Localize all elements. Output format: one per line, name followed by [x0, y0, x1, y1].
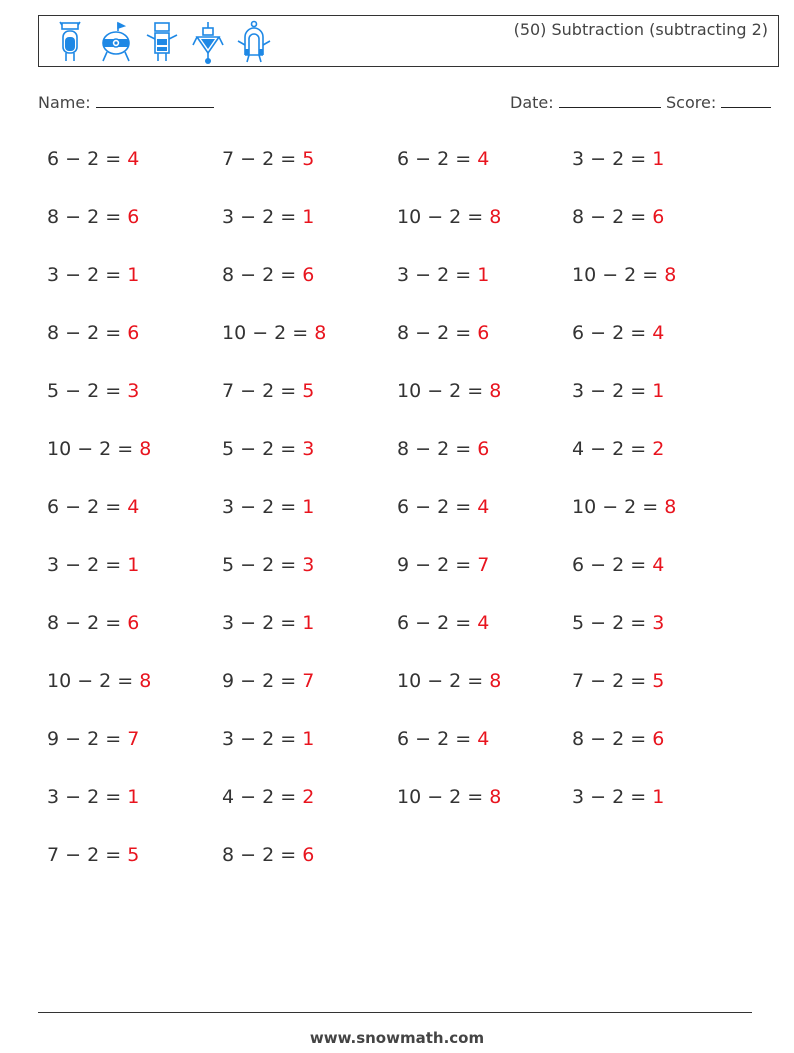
problem-question: 7 − 2 = [222, 148, 303, 170]
problem-question: 6 − 2 = [397, 496, 478, 518]
problem-item [47, 264, 139, 286]
problem-answer: 8 [489, 206, 502, 228]
problem-answer: 7 [302, 670, 315, 692]
problem-question: 3 − 2 = [397, 264, 478, 286]
problem-answer: 4 [652, 554, 665, 576]
problem-question: 8 − 2 = [222, 264, 303, 286]
problem-question: 3 − 2 = [572, 380, 653, 402]
problem-question: 6 − 2 = [572, 322, 653, 344]
problem-question: 5 − 2 = [572, 612, 653, 634]
problem-item [47, 322, 139, 344]
problem-answer: 1 [127, 554, 140, 576]
problem-answer: 3 [302, 554, 315, 576]
problem-item [222, 206, 314, 228]
problem-item [572, 728, 664, 750]
problem-question: 10 − 2 = [572, 264, 665, 286]
problem-question: 10 − 2 = [397, 380, 490, 402]
problem-question: 8 − 2 = [47, 612, 128, 634]
worksheet-header [38, 15, 779, 67]
score-field[interactable] [666, 93, 771, 112]
problem-answer: 4 [127, 148, 140, 170]
problem-item [572, 438, 664, 460]
problem-item [397, 670, 501, 692]
problem-item [222, 612, 314, 634]
problem-question: 8 − 2 = [397, 322, 478, 344]
problem-question: 9 − 2 = [47, 728, 128, 750]
problem-answer: 1 [652, 380, 665, 402]
problem-question: 8 − 2 = [397, 438, 478, 460]
name-label: Name: [38, 93, 91, 112]
problem-answer: 6 [652, 728, 665, 750]
problem-item [47, 844, 139, 866]
date-label: Date: [510, 93, 554, 112]
problem-item [572, 322, 664, 344]
problem-question: 3 − 2 = [222, 612, 303, 634]
problem-question: 4 − 2 = [572, 438, 653, 460]
problem-answer: 6 [127, 206, 140, 228]
problem-answer: 6 [477, 322, 490, 344]
worksheet-title: (50) Subtraction (subtracting 2) [513, 20, 768, 39]
problem-item [222, 148, 314, 170]
problem-answer: 3 [302, 438, 315, 460]
problem-question: 10 − 2 = [47, 438, 140, 460]
problem-item [397, 380, 501, 402]
problem-answer: 5 [302, 380, 315, 402]
problem-question: 3 − 2 = [572, 786, 653, 808]
robot-icon-2 [97, 19, 135, 65]
problem-item [397, 322, 489, 344]
problem-answer: 7 [477, 554, 490, 576]
problem-item [572, 670, 664, 692]
problem-question: 5 − 2 = [47, 380, 128, 402]
problem-answer: 8 [664, 496, 677, 518]
robot-icon-5 [235, 19, 273, 65]
problem-item [397, 554, 489, 576]
problem-question: 10 − 2 = [47, 670, 140, 692]
problem-question: 10 − 2 = [397, 670, 490, 692]
problem-item [47, 438, 151, 460]
problem-item [397, 438, 489, 460]
problem-question: 3 − 2 = [572, 148, 653, 170]
problem-item [222, 438, 314, 460]
problem-answer: 8 [664, 264, 677, 286]
problem-item [572, 380, 664, 402]
problem-answer: 1 [302, 728, 315, 750]
problem-question: 8 − 2 = [47, 206, 128, 228]
problem-item [397, 786, 501, 808]
name-blank[interactable] [96, 93, 214, 108]
problem-answer: 6 [652, 206, 665, 228]
problem-item [47, 612, 139, 634]
problem-item [47, 728, 139, 750]
problem-item [572, 786, 664, 808]
problem-answer: 6 [127, 322, 140, 344]
problem-item [222, 264, 314, 286]
problem-item [47, 786, 139, 808]
problem-item [222, 844, 314, 866]
problem-answer: 2 [652, 438, 665, 460]
problem-item [397, 612, 489, 634]
problem-answer: 2 [302, 786, 315, 808]
problem-question: 3 − 2 = [47, 264, 128, 286]
problem-question: 6 − 2 = [397, 728, 478, 750]
problem-question: 3 − 2 = [47, 786, 128, 808]
problem-question: 6 − 2 = [397, 148, 478, 170]
problem-item [47, 206, 139, 228]
problem-answer: 1 [302, 496, 315, 518]
robot-icon-4 [189, 19, 227, 65]
robot-icon-3 [143, 19, 181, 65]
problem-item [572, 496, 676, 518]
problem-answer: 3 [127, 380, 140, 402]
problem-item [47, 496, 139, 518]
date-blank[interactable] [559, 93, 661, 108]
problem-question: 6 − 2 = [572, 554, 653, 576]
problem-question: 6 − 2 = [47, 496, 128, 518]
problem-question: 4 − 2 = [222, 786, 303, 808]
problem-item [572, 612, 664, 634]
problem-answer: 1 [302, 206, 315, 228]
problem-item [397, 496, 489, 518]
problem-item [222, 380, 314, 402]
problem-question: 7 − 2 = [572, 670, 653, 692]
problem-question: 10 − 2 = [572, 496, 665, 518]
problem-answer: 7 [127, 728, 140, 750]
problem-answer: 8 [489, 670, 502, 692]
problem-item [572, 206, 664, 228]
problem-question: 6 − 2 = [47, 148, 128, 170]
problem-question: 3 − 2 = [222, 206, 303, 228]
problem-item [222, 786, 314, 808]
problem-answer: 6 [302, 844, 315, 866]
score-blank[interactable] [721, 93, 771, 108]
footer-website: www.snowmath.com [309, 1029, 485, 1047]
robot-icon-1 [51, 19, 89, 65]
problem-answer: 6 [477, 438, 490, 460]
problem-question: 9 − 2 = [397, 554, 478, 576]
problem-answer: 8 [139, 438, 152, 460]
problem-question: 7 − 2 = [47, 844, 128, 866]
problem-question: 10 − 2 = [222, 322, 315, 344]
problem-item [397, 206, 501, 228]
problem-answer: 8 [314, 322, 327, 344]
problem-answer: 6 [127, 612, 140, 634]
problem-question: 5 − 2 = [222, 438, 303, 460]
problem-answer: 1 [127, 264, 140, 286]
problem-answer: 5 [127, 844, 140, 866]
problem-question: 8 − 2 = [47, 322, 128, 344]
date-field[interactable] [510, 93, 661, 112]
problem-answer: 1 [127, 786, 140, 808]
problem-answer: 4 [477, 148, 490, 170]
problem-answer: 5 [302, 148, 315, 170]
footer-divider [38, 1012, 752, 1013]
problem-question: 5 − 2 = [222, 554, 303, 576]
problem-answer: 8 [489, 786, 502, 808]
problem-item [47, 670, 151, 692]
problem-item [47, 554, 139, 576]
problem-answer: 5 [652, 670, 665, 692]
problem-item [397, 148, 489, 170]
problem-item [222, 496, 314, 518]
problem-answer: 8 [139, 670, 152, 692]
problem-item [397, 264, 489, 286]
problem-item [222, 322, 326, 344]
problem-question: 7 − 2 = [222, 380, 303, 402]
problem-question: 10 − 2 = [397, 786, 490, 808]
problem-item [47, 380, 139, 402]
problem-answer: 6 [302, 264, 315, 286]
problem-question: 3 − 2 = [222, 496, 303, 518]
problem-answer: 4 [477, 612, 490, 634]
problem-answer: 3 [652, 612, 665, 634]
problem-answer: 1 [477, 264, 490, 286]
problem-answer: 4 [652, 322, 665, 344]
problem-item [397, 728, 489, 750]
problem-question: 8 − 2 = [572, 728, 653, 750]
problem-item [222, 670, 314, 692]
problem-answer: 1 [652, 148, 665, 170]
problem-item [572, 264, 676, 286]
problem-answer: 8 [489, 380, 502, 402]
problem-answer: 4 [477, 728, 490, 750]
problem-answer: 1 [302, 612, 315, 634]
problem-question: 8 − 2 = [222, 844, 303, 866]
problem-item [572, 554, 664, 576]
problem-question: 3 − 2 = [47, 554, 128, 576]
problem-item [572, 148, 664, 170]
problem-answer: 4 [127, 496, 140, 518]
robot-icons [51, 18, 273, 66]
score-label: Score: [666, 93, 717, 112]
problem-item [222, 554, 314, 576]
problem-question: 8 − 2 = [572, 206, 653, 228]
name-field[interactable] [38, 93, 214, 112]
problem-item [222, 728, 314, 750]
problem-item [47, 148, 139, 170]
problem-question: 6 − 2 = [397, 612, 478, 634]
problem-question: 9 − 2 = [222, 670, 303, 692]
problem-answer: 4 [477, 496, 490, 518]
problem-question: 10 − 2 = [397, 206, 490, 228]
problem-answer: 1 [652, 786, 665, 808]
problem-question: 3 − 2 = [222, 728, 303, 750]
